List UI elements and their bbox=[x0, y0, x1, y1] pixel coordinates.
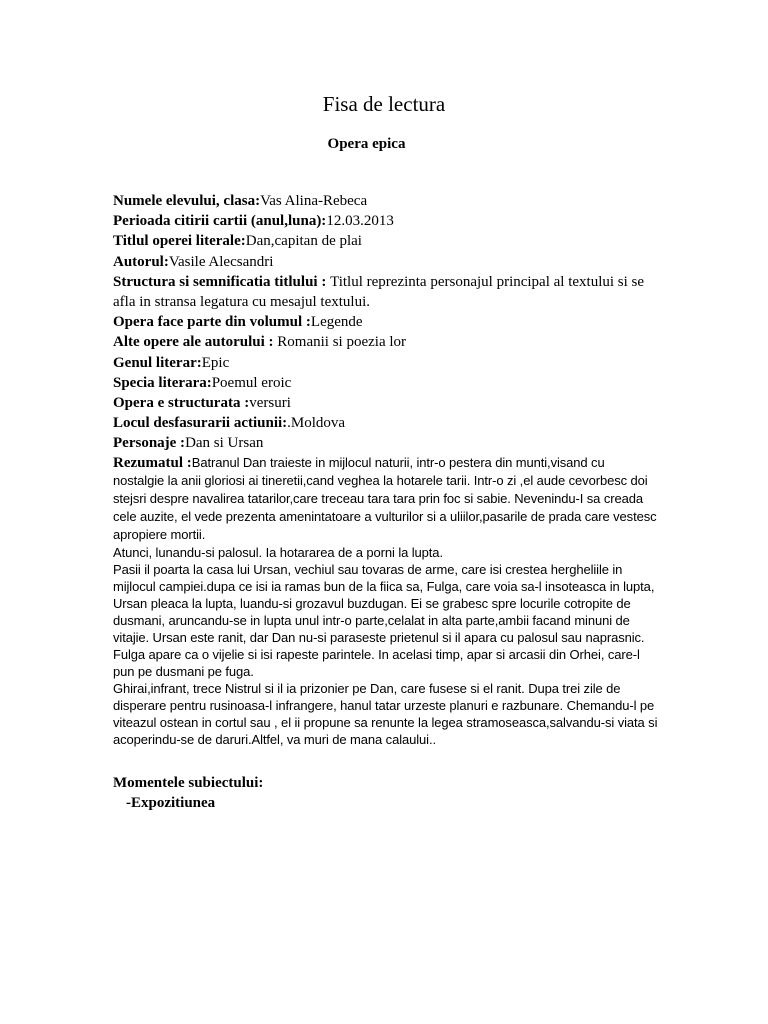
field-label: Specia literara: bbox=[113, 374, 212, 391]
field-value: 12.03.2013 bbox=[326, 213, 394, 230]
summary-paragraph: Ghirai,infrant, trece Nistrul si il ia prizonier pe Dan, care fusese si el ranit. Dupa trei zile de disperare pentru rusinoasa-l infrangere, hanul tatar urzeste planuri e razbunare. Chemandu-l pe viteazul ostean in cortul sau , el ii propune sa renunte la legea stramoseasca,salvandu-si viata si acoperindu-se de daruri.Altfel, va muri de mana calaului.. bbox=[113, 680, 658, 747]
field-volume bbox=[113, 312, 658, 332]
summary-label: Rezumatul : bbox=[113, 454, 192, 471]
field-label: Structura si semnificatia titlului : bbox=[113, 273, 331, 290]
document-subtitle: Opera epica bbox=[327, 136, 406, 152]
plot-moments-section bbox=[113, 773, 658, 813]
field-value: .Moldova bbox=[287, 415, 346, 432]
field-characters bbox=[113, 433, 658, 453]
summary-section bbox=[113, 454, 658, 748]
field-label: Perioada citirii cartii (anul,luna): bbox=[113, 213, 327, 230]
field-label: Alte opere ale autorului : bbox=[113, 334, 278, 351]
document-body bbox=[113, 191, 658, 813]
field-value: Romanii si poezia lor bbox=[277, 334, 407, 351]
field-label: Locul desfasurarii actiunii: bbox=[113, 415, 288, 432]
field-label: Titlul operei literale: bbox=[113, 233, 246, 250]
summary-text: Batranul Dan traieste in mijlocul naturii, intr-o pestera din munti,visand cu nostalgie la anii gloriosi ai tineretii,cand veghea la hotarele tarii. Intr-o zi ,el aude cevorbesc doi stejsri despre navalirea tatarilor,care treceau tara tara prin foc si sabie. Nevenindu-I sa creada cele auzite, el vede prezenta amenintatoare a vulturilor si a uliilor,pasarile de prada care vestesc apropiere mortii. bbox=[113, 454, 657, 542]
field-setting bbox=[113, 413, 658, 433]
field-label: Personaje : bbox=[113, 435, 186, 452]
plot-moments-heading: Momentele subiectului: bbox=[113, 774, 264, 791]
summary-paragraph: Atunci, lunandu-si palosul. Ia hotararea de a porni la lupta. bbox=[113, 544, 443, 560]
field-author bbox=[113, 252, 658, 272]
field-value: Legende bbox=[310, 314, 363, 331]
field-label: Genul literar: bbox=[113, 354, 202, 371]
field-label: Opera face parte din volumul : bbox=[113, 314, 311, 331]
field-value: Titlul reprezinta personajul principal al textului si se afla in stransa legatura cu mesajul textului. bbox=[113, 273, 645, 311]
field-work-title bbox=[113, 231, 658, 251]
field-reading-period bbox=[113, 211, 658, 231]
document-title: Fisa de lectura bbox=[322, 92, 446, 116]
field-value: Dan,capitan de plai bbox=[245, 233, 362, 250]
field-value: Vasile Alecsandri bbox=[168, 253, 274, 270]
field-structure bbox=[113, 393, 658, 413]
field-value: Dan si Ursan bbox=[185, 435, 264, 452]
field-label: Autorul: bbox=[113, 253, 169, 270]
field-title-meaning bbox=[113, 272, 658, 312]
summary-paragraph: Pasii il poarta la casa lui Ursan, vechiul sau tovaras de arme, care isi crestea hergheliile in mijlocul campiei.dupa ce isi ia ramas bun de la fiica sa, Fulga, care voia sa-l insoteasca in lupta, Ursan pleaca la lupta, luandu-si grozavul buzdugan. Ei se grabesc spre locurile cotropite de dusmani, aruncandu-se in lupta unul intr-o parte,celalat in alta parte,ambii facand minuni de vitajie. Ursan este ranit, dar Dan nu-si paraseste prietenul si il apara cu palosul sau naprasnic. Fulga apare ca o vijelie si isi rapeste parintele. In acelasi timp, apar si arcasii din Orhei, care-l pun pe dusmani pe fuga. bbox=[113, 561, 655, 679]
field-value: Poemul eroic bbox=[211, 374, 292, 391]
field-value: versuri bbox=[249, 395, 291, 412]
field-label: Opera e structurata : bbox=[113, 395, 250, 412]
field-literary-species bbox=[113, 373, 658, 393]
summary-first-paragraph bbox=[113, 454, 658, 544]
field-other-works bbox=[113, 332, 658, 352]
field-value: Epic bbox=[201, 354, 230, 371]
field-value: Vas Alina-Rebeca bbox=[260, 193, 368, 209]
plot-moment-item: -Expozitiunea bbox=[126, 794, 216, 811]
field-label: Numele elevului, clasa: bbox=[113, 193, 261, 209]
field-literary-genre bbox=[113, 353, 658, 373]
field-student-name bbox=[113, 191, 658, 211]
